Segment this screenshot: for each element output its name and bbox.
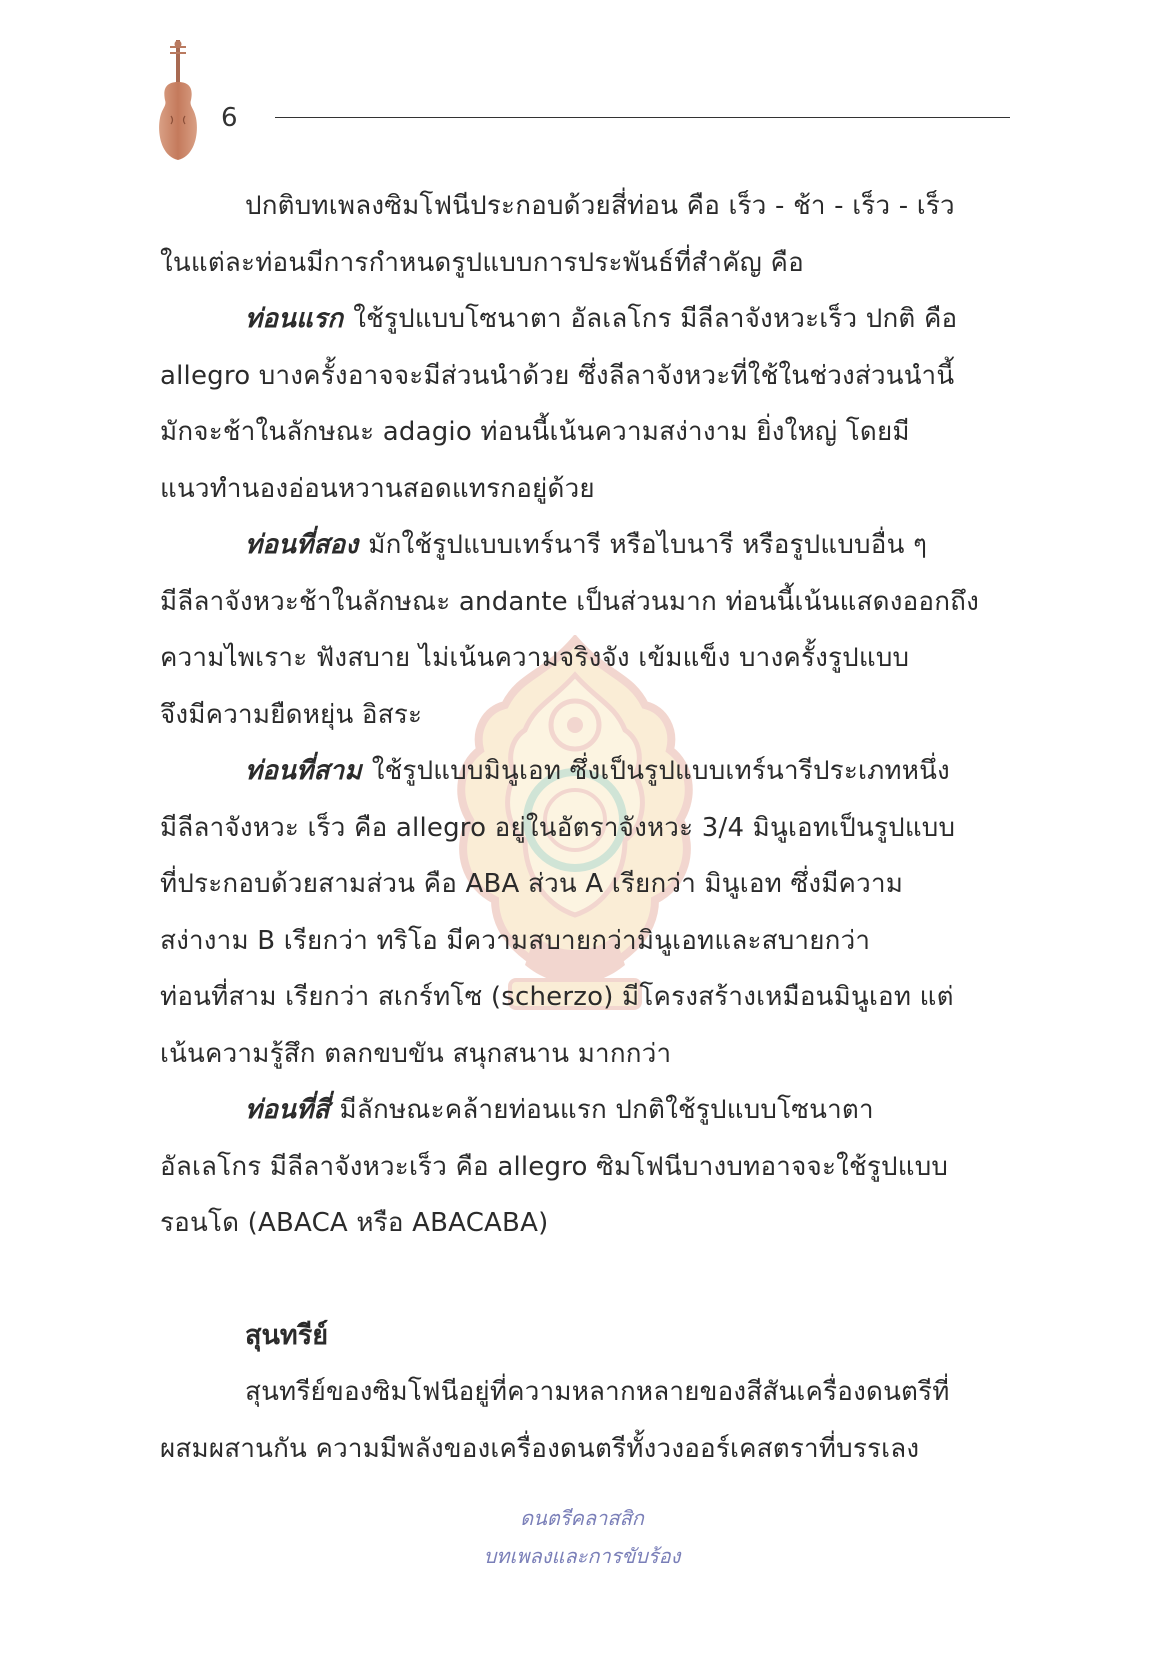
paragraph-line: มีลีลาจังหวะช้าในลักษณะ andante เป็นส่วนมาก ท่อนนี้เน้นแสดงออกถึง bbox=[160, 586, 979, 617]
paragraph-line: ท่อนที่สาม เรียกว่า สเกร์ทโซ (scherzo) มีโครงสร้างเหมือนมินูเอท แต่ bbox=[160, 982, 954, 1012]
paragraph-line: ในแต่ละท่อนมีการกำหนดรูปแบบการประพันธ์ที่สำคัญ คือ bbox=[160, 247, 804, 278]
paragraph-line: ปกติบทเพลงซิมโฟนีประกอบด้วยสี่ท่อน คือ เร็ว - ช้า - เร็ว - เร็ว bbox=[245, 191, 955, 221]
paragraph-line: เน้นความรู้สึก ตลกขบขัน สนุกสนาน มากกว่า bbox=[160, 1038, 672, 1069]
movement-heading: ท่อนแรก bbox=[245, 304, 344, 334]
movement-heading: ท่อนที่สี่ bbox=[245, 1095, 330, 1125]
paragraph-line: สง่างาม B เรียกว่า ทริโอ มีความสบายกว่ามินูเอทและสบายกว่า bbox=[160, 925, 871, 956]
footer-line-2: บทเพลงและการขับร้อง bbox=[483, 1544, 681, 1568]
paragraph-line: มักจะช้าในลักษณะ adagio ท่อนนี้เน้นความสง่างาม ยิ่งใหญ่ โดยมี bbox=[160, 417, 910, 447]
paragraph-line: มีลีลาจังหวะ เร็ว คือ allegro อยู่ในอัตราจังหวะ 3/4 มินูเอทเป็นรูปแบบ bbox=[160, 812, 956, 843]
section-title: สุนทรีย์ bbox=[245, 1319, 329, 1351]
paragraph-line: ท่อนที่สาม ใช้รูปแบบมินูเอท ซึ่งเป็นรูปแบบเทร์นารีประเภทหนึ่ง bbox=[245, 756, 950, 786]
paragraph-line: แนวทำนองอ่อนหวานสอดแทรกอยู่ด้วย bbox=[160, 473, 595, 504]
paragraph-line: รอนโด (ABACA หรือ ABACABA) bbox=[160, 1208, 549, 1238]
body-text bbox=[160, 178, 1010, 1477]
paragraph-line: allegro บางครั้งอาจจะมีส่วนนำด้วย ซึ่งลีลาจังหวะที่ใช้ในช่วงส่วนนำนี้ bbox=[160, 360, 955, 391]
paragraph-line: ความไพเราะ ฟังสบาย ไม่เน้นความจริงจัง เข้มแข็ง บางครั้งรูปแบบ bbox=[160, 643, 910, 673]
paragraph-line: อัลเลโกร มีลีลาจังหวะเร็ว คือ allegro ซิมโฟนีบางบทอาจจะใช้รูปแบบ bbox=[160, 1151, 949, 1182]
page-number: 6 bbox=[221, 103, 238, 133]
paragraph-line: ที่ประกอบด้วยสามส่วน คือ ABA ส่วน A เรียกว่า มินูเอท ซึ่งมีความ bbox=[160, 869, 904, 899]
paragraph-line: จึงมีความยืดหยุ่น อิสระ bbox=[160, 699, 423, 730]
footer-line-1: ดนตรีคลาสสิก bbox=[520, 1506, 644, 1530]
header-rule bbox=[275, 117, 1010, 118]
paragraph-line: ท่อนที่สี่ มีลักษณะคล้ายท่อนแรก ปกติใช้รูปแบบโซนาตา bbox=[245, 1095, 874, 1125]
paragraph-line: ผสมผสานกัน ความมีพลังของเครื่องดนตรีทั้งวงออร์เคสตราที่บรรเลง bbox=[160, 1433, 920, 1464]
paragraph-line: สุนทรีย์ของซิมโฟนีอยู่ที่ความหลากหลายของสีสันเครื่องดนตรีที่ bbox=[245, 1377, 950, 1407]
paragraph-line: ท่อนที่สอง มักใช้รูปแบบเทร์นารี หรือไบนารี หรือรูปแบบอื่น ๆ bbox=[245, 530, 928, 560]
paragraph-line: ท่อนแรก ใช้รูปแบบโซนาตา อัลเลโกร มีลีลาจังหวะเร็ว ปกติ คือ bbox=[245, 304, 958, 334]
violin-icon bbox=[155, 38, 201, 163]
movement-heading: ท่อนที่สอง bbox=[245, 530, 359, 560]
movement-heading: ท่อนที่สาม bbox=[245, 756, 362, 786]
